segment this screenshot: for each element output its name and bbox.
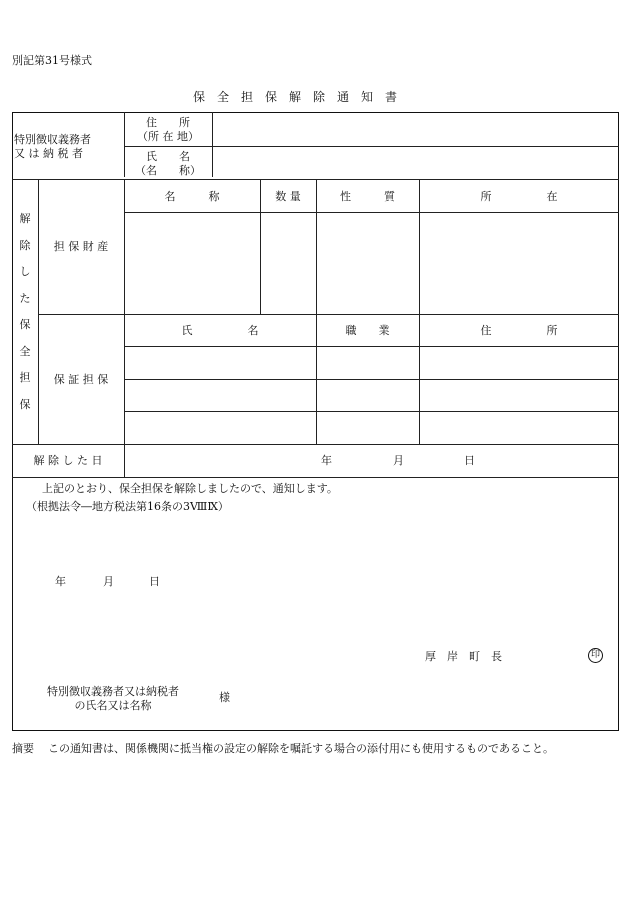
vertical-char: 全 [19,344,31,358]
vertical-char: 解 [19,212,31,225]
property-header-name: 名 称 [164,190,220,203]
vertical-char: た [19,291,31,305]
document-title: 保 全 担 保 解 除 通 知 書 [193,90,398,104]
form-number: 別記第31号様式 [12,54,92,67]
column-divider [212,112,213,177]
property-header-quantity: 数 量 [275,190,301,203]
release-date-day: 日 [464,454,475,467]
seal-mark: 印 [588,648,603,663]
summary-label: 摘要 [12,742,34,755]
vertical-char: 保 [19,318,31,331]
guarantee-header-name: 氏 名 [181,324,259,337]
property-header-nature: 性 質 [340,190,395,203]
notice-body: 上記のとおり、保全担保を解除しましたので、通知します。 [42,482,338,495]
released-collateral-label [17,206,33,418]
notice-date-day: 日 [149,575,160,588]
release-date-year: 年 [321,454,332,467]
guarantee-label: 保 証 担 保 [53,373,109,386]
vertical-char: 除 [19,238,31,252]
property-label: 担 保 財 産 [53,240,109,253]
row-divider [12,477,619,478]
row-divider [12,444,619,445]
vertical-char: 保 [19,397,31,411]
row-divider [124,212,619,213]
summary-text: この通知書は、関係機関に抵当権の設定の解除を嘱託する場合の添付用にも使用するものであること。 [48,742,554,755]
row-divider [124,346,619,347]
issuer-title: 厚 岸 町 長 [425,650,502,663]
vertical-char: し [19,265,31,278]
row-divider [124,411,619,412]
row-divider [124,146,619,147]
notice-date-year: 年 [55,575,66,588]
row-divider [38,314,619,315]
release-date-month: 月 [393,454,404,467]
guarantee-header-occupation: 職 業 [345,324,390,337]
address-field[interactable] [215,123,615,143]
notice-date-month: 月 [103,575,114,588]
vertical-char: 担 [19,371,31,384]
release-date-label: 解 除 し た 日 [33,454,103,467]
column-divider [38,179,39,444]
property-header-location: 所 在 [480,190,558,203]
name-field[interactable] [215,155,615,175]
legal-basis: （根拠法令―地方税法第16条の3ⅧⅨ） [26,500,229,513]
guarantee-header-address: 住 所 [480,324,558,337]
row-divider [124,379,619,380]
honorific: 様 [219,691,230,704]
